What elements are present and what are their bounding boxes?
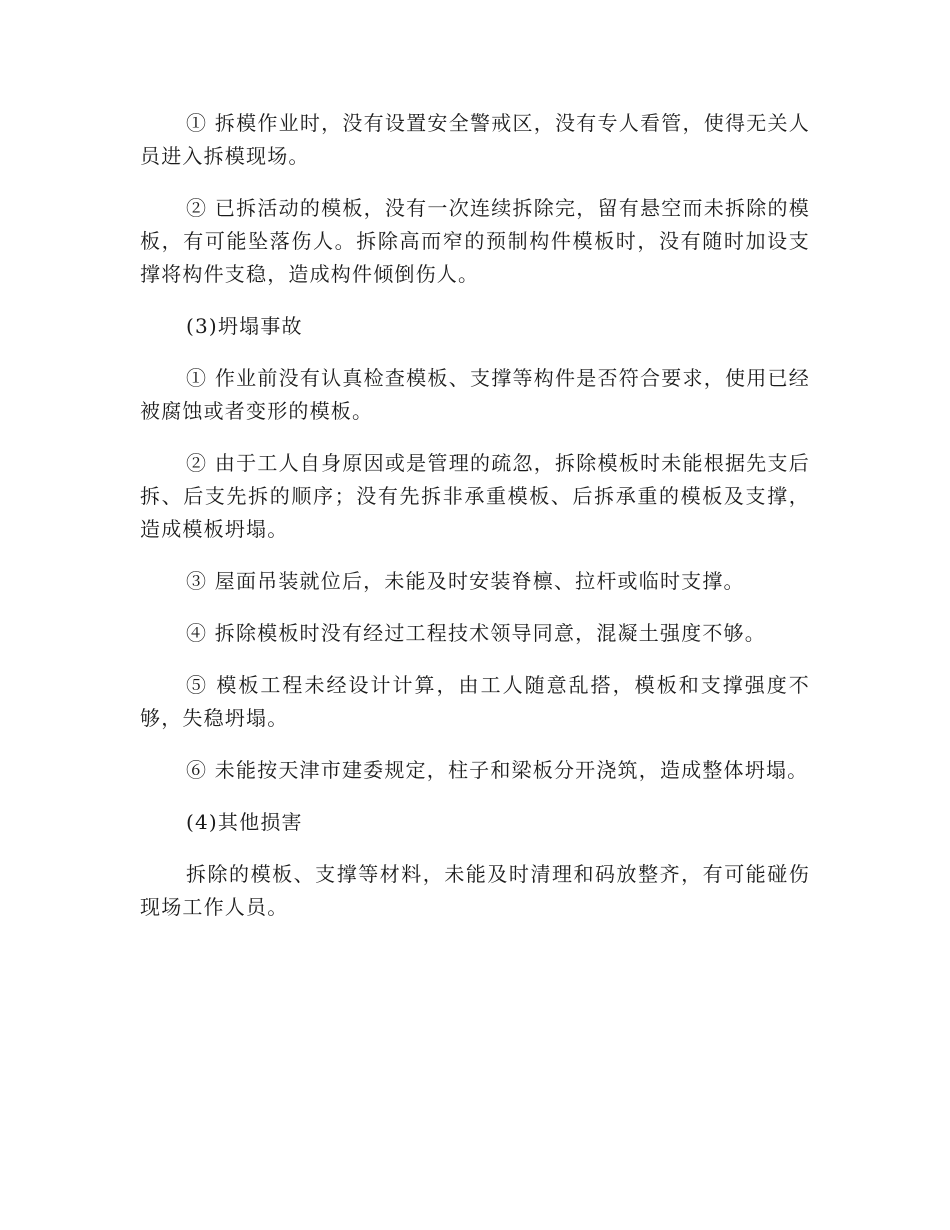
paragraph-2: ② 已拆活动的模板，没有一次连续拆除完，留有悬空而未拆除的模板，有可能坠落伤人。拆除高而窄的预制构件模板时，没有随时加设支撑将构件支稳，造成构件倾倒伤人。: [140, 196, 810, 286]
paragraph-3: ① 作业前没有认真检查模板、支撑等构件是否符合要求，使用已经被腐蚀或者变形的模板。: [140, 366, 810, 423]
paragraph-7: ⑤ 模板工程未经设计计算，由工人随意乱搭，模板和支撑强度不够，失稳坍塌。: [140, 673, 810, 730]
section-heading-collapse: (3)坍塌事故: [186, 314, 303, 338]
paragraph-1: ① 拆模作业时，没有设置安全警戒区，没有专人看管，使得无关人员进入拆模现场。: [140, 111, 810, 168]
section-heading-other: (4)其他损害: [186, 810, 303, 834]
paragraph-8: ⑥ 未能按天津市建委规定，柱子和梁板分开浇筑，造成整体坍塌。: [186, 758, 809, 782]
paragraph-9: 拆除的模板、支撑等材料，未能及时清理和码放整齐，有可能碰伤现场工作人员。: [140, 862, 810, 919]
paragraph-4: ② 由于工人自身原因或是管理的疏忽，拆除模板时未能根据先支后拆、后支先拆的顺序；没有先拆非承重模板、后拆承重的模板及支撑，造成模板坍塌。: [140, 451, 810, 541]
paragraph-5: ③ 屋面吊装就位后，未能及时安装脊檩、拉杆或临时支撑。: [186, 569, 745, 593]
paragraph-6: ④ 拆除模板时没有经过工程技术领导同意，混凝土强度不够。: [186, 621, 766, 645]
